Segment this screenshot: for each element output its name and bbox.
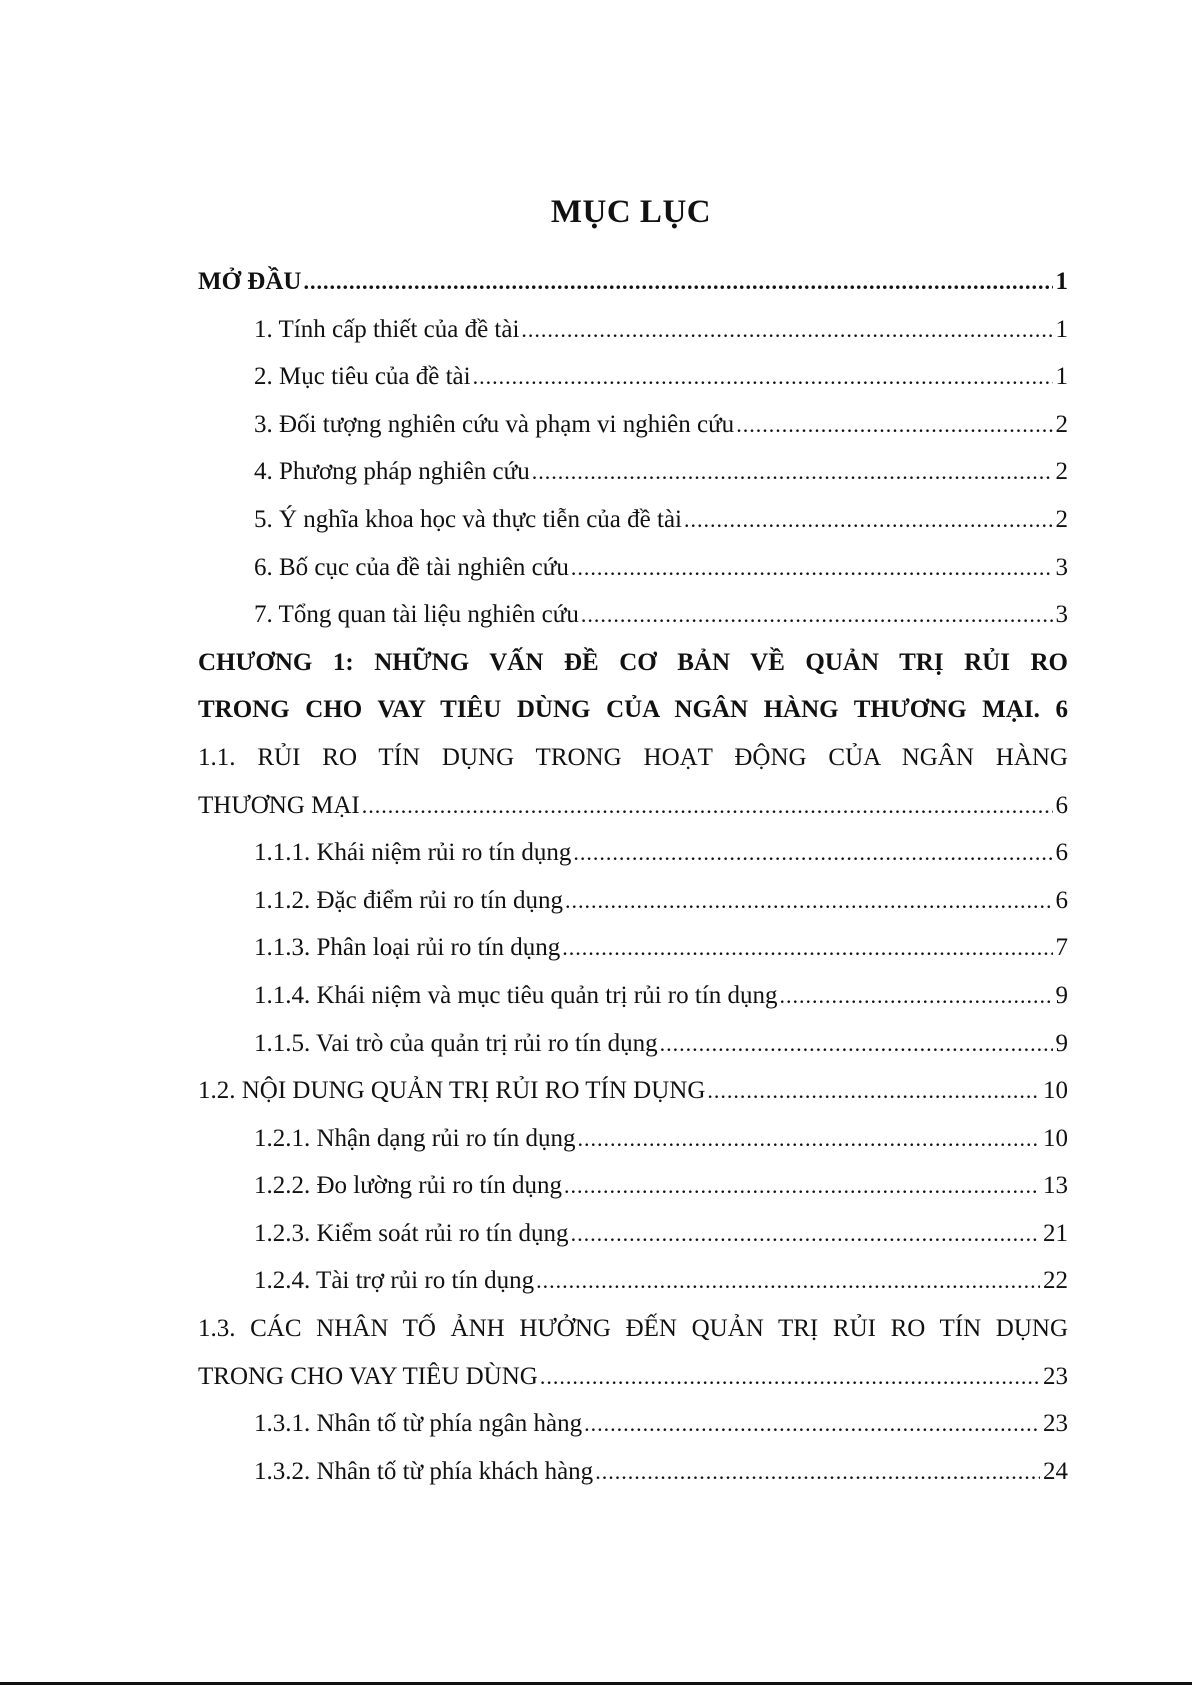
toc-entry[interactable] (198, 1210, 1068, 1258)
toc-entry-page: 1 (1055, 363, 1068, 391)
toc-entry-page: 6 (1055, 791, 1068, 819)
toc-entry-label: 1. Tính cấp thiết của đề tài (254, 315, 520, 343)
toc-entry-page: 2 (1055, 410, 1068, 438)
toc-leader-dots (581, 591, 1053, 639)
toc-entry[interactable] (198, 1020, 1068, 1068)
toc-entry-label: 3. Đối tượng nghiên cứu và phạm vi nghiên cứu (254, 410, 735, 438)
toc-entry[interactable] (198, 591, 1068, 639)
toc-entry-label: TRONG CHO VAY TIÊU DÙNG (198, 1362, 538, 1390)
toc-entry-page: 21 (1043, 1219, 1068, 1247)
toc-entry[interactable] (198, 924, 1068, 972)
toc-entry-page: 1 (1055, 268, 1068, 295)
toc-entry-label: 1.1.3. Phân loại rủi ro tín dụng (254, 934, 561, 962)
toc-entry[interactable] (198, 1448, 1068, 1496)
toc-leader-dots (707, 1067, 1040, 1115)
toc-leader-dots (532, 448, 1053, 496)
toc-leader-dots (577, 1115, 1040, 1163)
toc-leader-dots (595, 1448, 1040, 1496)
toc-chapter-1-line-2[interactable]: TRONG CHO VAY TIÊU DÙNG CỦA NGÂN HÀNG THƯƠNG MẠI. 6 (198, 696, 1068, 724)
toc-entry-page: 7 (1055, 934, 1068, 962)
toc-section-1-1-line-1[interactable]: 1.1. RỦI RO TÍN DỤNG TRONG HOẠT ĐỘNG CỦA NGÂN HÀNG (198, 743, 1068, 771)
toc-entry-page: 1 (1055, 315, 1068, 343)
toc-entry-label: 1.2.3. Kiểm soát rủi ro tín dụng (254, 1219, 569, 1247)
toc-leader-dots (303, 258, 1052, 306)
toc-leader-dots (536, 1257, 1040, 1305)
toc-entry[interactable] (198, 353, 1068, 401)
toc-entry-page: 9 (1055, 1029, 1068, 1057)
toc-entry-label: 4. Phương pháp nghiên cứu (254, 458, 530, 486)
toc-entry-page: 2 (1055, 458, 1068, 486)
toc-leader-dots (684, 496, 1053, 544)
toc-entry-label: 5. Ý nghĩa khoa học và thực tiễn của đề tài (254, 505, 682, 533)
toc-entry-label: 2. Mục tiêu của đề tài (254, 363, 471, 391)
toc-entry-page: 24 (1043, 1457, 1068, 1485)
toc-entry[interactable] (198, 448, 1068, 496)
toc-entry-label: 1.3.1. Nhân tố từ phía ngân hàng (254, 1410, 583, 1438)
toc-entry-page: 2 (1055, 505, 1068, 533)
toc-section-1-1-line-2[interactable] (198, 782, 1068, 830)
table-of-contents (198, 258, 1068, 1495)
toc-entry[interactable] (198, 306, 1068, 354)
toc-leader-dots (780, 972, 1053, 1020)
toc-entry-page: 3 (1055, 553, 1068, 581)
toc-entry-page: 10 (1043, 1077, 1068, 1105)
toc-leader-dots (573, 829, 1052, 877)
toc-entry[interactable] (198, 496, 1068, 544)
toc-entry[interactable] (198, 1115, 1068, 1163)
toc-entry-label: 1.2.1. Nhận dạng rủi ro tín dụng (254, 1124, 576, 1152)
toc-entry-label: 1.2.4. Tài trợ rủi ro tín dụng (254, 1267, 535, 1295)
toc-entry-label: 1.3.2. Nhân tố từ phía khách hàng (254, 1457, 594, 1485)
toc-entry-label: 1.2.2. Đo lường rủi ro tín dụng (254, 1172, 563, 1200)
toc-leader-dots (521, 306, 1052, 354)
toc-leader-dots (736, 401, 1052, 449)
toc-entry-label: 1.1.1. Khái niệm rủi ro tín dụng (254, 839, 572, 867)
toc-entry-page: 6 (1055, 839, 1068, 867)
toc-leader-dots (584, 1400, 1040, 1448)
toc-leader-dots (473, 353, 1053, 401)
toc-entry[interactable] (198, 544, 1068, 592)
toc-entry[interactable] (198, 1257, 1068, 1305)
toc-entry-label: 1.1.5. Vai trò của quản trị rủi ro tín dụng (254, 1029, 658, 1057)
toc-leader-dots (564, 1162, 1040, 1210)
toc-section-1-2[interactable] (198, 1067, 1068, 1115)
toc-entry-page: 22 (1043, 1267, 1068, 1295)
toc-entry[interactable] (198, 401, 1068, 449)
toc-entry[interactable] (198, 829, 1068, 877)
toc-leader-dots (660, 1020, 1053, 1068)
toc-entry-page: 23 (1043, 1410, 1068, 1438)
toc-leader-dots (540, 1353, 1040, 1401)
toc-leader-dots (562, 924, 1052, 972)
toc-leader-dots (571, 544, 1053, 592)
toc-entry-label: 6. Bố cục của đề tài nghiên cứu (254, 553, 569, 581)
toc-entry-page: 6 (1055, 886, 1068, 914)
toc-leader-dots (571, 1210, 1040, 1258)
toc-leader-dots (565, 877, 1053, 925)
toc-entry-label: 1.1.2. Đặc điểm rủi ro tín dụng (254, 886, 563, 914)
toc-entry-page: 10 (1043, 1124, 1068, 1152)
toc-entry-label: THƯƠNG MẠI (198, 791, 360, 819)
toc-entry-page: 9 (1055, 981, 1068, 1009)
toc-section-1-3-line-1[interactable]: 1.3. CÁC NHÂN TỐ ẢNH HƯỞNG ĐẾN QUẢN TRỊ RỦI RO TÍN DỤNG (198, 1315, 1068, 1343)
toc-entry-label: 7. Tổng quan tài liệu nghiên cứu (254, 601, 579, 629)
toc-entry-page: 3 (1055, 601, 1068, 629)
toc-chapter-1-line-1[interactable]: CHƯƠNG 1: NHỮNG VẤN ĐỀ CƠ BẢN VỀ QUẢN TRỊ RỦI RO (198, 648, 1068, 676)
toc-entry-label: 1.2. NỘI DUNG QUẢN TRỊ RỦI RO TÍN DỤNG (198, 1077, 706, 1105)
toc-entry-label: MỞ ĐẦU (198, 268, 302, 295)
page-title: MỤC LỤC (550, 194, 712, 230)
toc-entry-intro[interactable] (198, 258, 1068, 306)
toc-entry-label: 1.1.4. Khái niệm và mục tiêu quản trị rủi ro tín dụng (254, 981, 778, 1009)
toc-entry[interactable] (198, 877, 1068, 925)
toc-entry-page: 13 (1043, 1172, 1068, 1200)
toc-leader-dots (362, 782, 1053, 830)
toc-entry-page: 23 (1043, 1362, 1068, 1390)
toc-entry[interactable] (198, 1400, 1068, 1448)
toc-section-1-3-line-2[interactable] (198, 1353, 1068, 1401)
toc-entry[interactable] (198, 972, 1068, 1020)
toc-entry[interactable] (198, 1162, 1068, 1210)
